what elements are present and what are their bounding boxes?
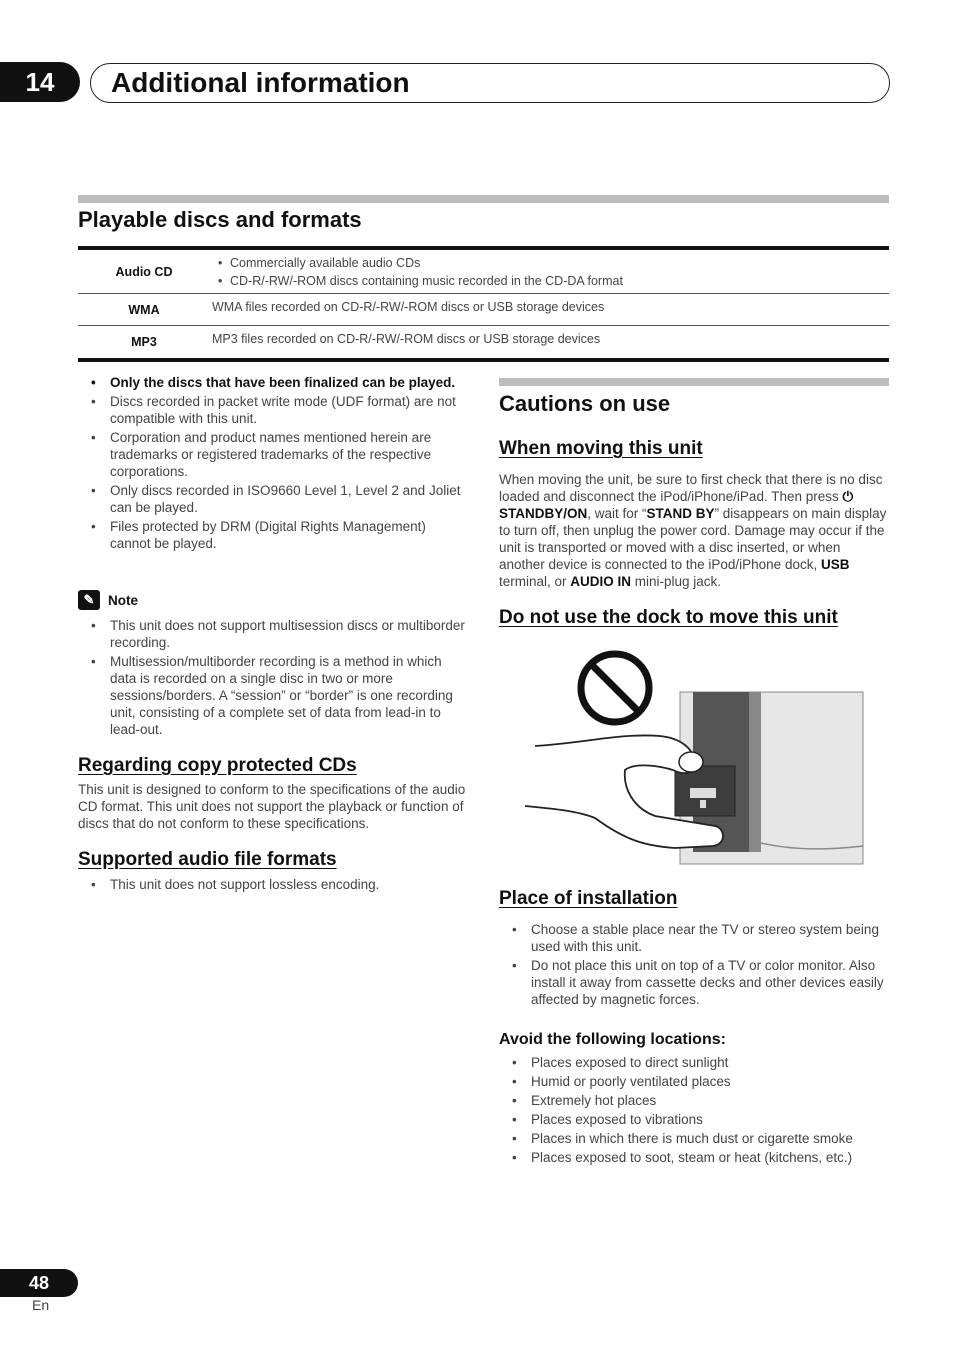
formats-table [78,246,889,362]
installation-heading: Place of installation [499,888,678,909]
format-description [210,250,889,293]
playable-discs-heading: Playable discs and formats [78,207,362,232]
moving-text [499,471,889,590]
format-description [210,294,889,325]
list-item: • Places exposed to vibrations [499,1111,891,1128]
chapter-number-tab [0,62,80,102]
table-row [78,250,889,294]
dock-warning-illustration [525,648,865,866]
pencil-icon: ✎ [78,590,100,610]
format-description [210,326,889,358]
format-text: WMA files recorded on CD-R/-RW/-ROM discs or USB storage devices [212,300,605,314]
table-row [78,294,889,326]
chapter-title: Additional information [111,67,410,98]
moving-heading: When moving this unit [499,438,703,459]
list-item: • Extremely hot places [499,1092,891,1109]
unit-edge [749,692,761,852]
moving-text-part: When moving the unit, be sure to first check that there is no disc loaded and disconnect the iPod/iPhone/iPad. Then press [499,472,883,504]
list-item: • Places exposed to direct sunlight [499,1054,891,1071]
note-heading [78,590,138,610]
list-item: • Choose a stable place near the TV or stereo system being used with this unit. [499,921,891,955]
chapter-title-box [90,63,890,103]
format-text: MP3 files recorded on CD-R/-RW/-ROM discs or USB storage devices [212,332,601,346]
list-item: • Humid or poorly ventilated places [499,1073,891,1090]
list-item: • Places exposed to soot, steam or heat (kitchens, etc.) [499,1149,891,1166]
copy-protected-text: This unit is designed to conform to the specifications of the audio CD format. This unit does not support the playback or function of discs that do not conform to these specifications. [78,782,466,831]
list-item: • This unit does not support lossless encoding. [78,876,470,893]
page-number-tab [0,1269,78,1297]
stand-by-label: STAND BY [646,506,715,521]
list-item: • Corporation and product names mentioned herein are trademarks or registered trademarks of the respective corporations. [78,429,470,480]
audio-formats-list [78,876,470,895]
avoid-locations-heading: Avoid the following locations: [499,1031,726,1048]
disc-notes-list [78,374,470,554]
list-item: • This unit does not support multisession discs or multiborder recording. [78,617,470,651]
avoid-locations-list [499,1054,891,1168]
list-item: • Discs recorded in packet write mode (UDF format) are not compatible with this unit. [78,393,470,427]
moving-text-part: mini-plug jack. [631,574,722,589]
page-language: En [32,1297,50,1313]
audio-formats-heading: Supported audio file formats [78,849,337,870]
chapter-number: 14 [25,66,55,97]
dock-heading: Do not use the dock to move this unit [499,607,838,628]
dock-slot [700,800,706,808]
list-item: • CD-R/-RW/-ROM discs containing music recorded in the CD-DA format [212,272,889,290]
format-name: MP3 [131,335,157,349]
note-label: Note [108,592,138,608]
section-divider [499,378,889,386]
moving-text-part: terminal, or [499,574,571,589]
cautions-heading: Cautions on use [499,391,671,416]
list-item: • Commercially available audio CDs [212,254,889,272]
moving-text-part: ” disappears on main display to turn off, then unplug the power cord. Damage may occur if the unit is transported or moved with a disc inserted, or when another device is connected to the iPod/iPhone dock, [499,506,887,572]
standby-on-label: STANDBY/ON [499,506,588,521]
format-name: Audio CD [115,264,173,279]
installation-list [499,921,891,1010]
list-item: • Only discs recorded in ISO9660 Level 1, Level 2 and Joliet can be played. [78,482,470,516]
thumb [679,752,703,772]
table-row [78,326,889,358]
usb-label: USB [820,557,850,572]
power-icon: ⏻ [842,489,854,504]
list-item: • Files protected by DRM (Digital Rights Management) cannot be played. [78,518,470,552]
section-divider [78,195,889,203]
list-item: • Multisession/multiborder recording is a method in which data is recorded on a single disc in two or more sessions/borders. A “session” or “border” is one recording unit, consisting of a complete set of data from lead-in to lead-out. [78,653,470,738]
page-number: 48 [28,1272,50,1293]
list-item: • Places in which there is much dust or cigarette smoke [499,1130,891,1147]
format-name: WMA [128,302,160,317]
dock-connector [690,788,716,798]
copy-protected-heading: Regarding copy protected CDs [78,755,357,776]
note-list [78,617,470,740]
audio-in-label: AUDIO IN [570,574,632,589]
moving-text-part: , wait for “ [587,506,647,521]
list-item: • Do not place this unit on top of a TV or color monitor. Also install it away from cassette decks and other devices easily affected by magnetic forces. [499,957,891,1008]
list-item: • Only the discs that have been finalized can be played. [78,374,470,391]
prohibition-slash [591,664,639,712]
